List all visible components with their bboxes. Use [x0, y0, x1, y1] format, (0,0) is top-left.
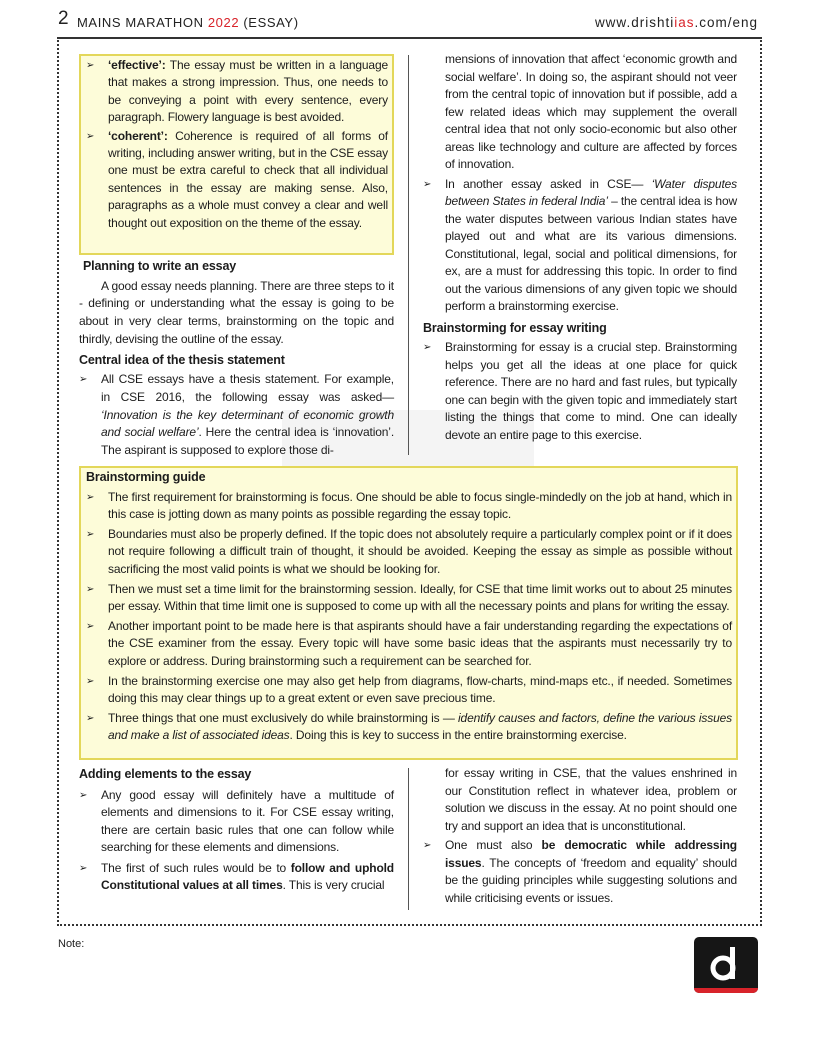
site-url[interactable]: [595, 15, 758, 30]
guide-item: [86, 673, 732, 708]
column-divider-bottom: [408, 768, 409, 910]
guide-last-italic: identify causes and factors, define the various issues and make a list of associated ideas: [108, 710, 732, 743]
water-example: ‘Water disputes between States in federal India’: [445, 176, 737, 208]
left-column-bottom: [79, 766, 394, 895]
constitution-text-a: The first of such rules would be to: [101, 860, 291, 875]
water-text-b: – the central idea is how the water disputes between various Indian states have played out and what are its various dimensions. Constitutional, legal, social and political dimensions, for ex, are a must for addressing this topic. In order to find out the various dimensions of any given topic we should perform a brainstorming exercise.: [445, 194, 737, 313]
effective-text: The essay must be written in a language that makes a strong impression. Thus, one needs to be conveying a point with every sentence, every paragraph. Flowery language is best avoided.: [108, 58, 388, 125]
series-name: MAINS MARATHON: [77, 15, 204, 30]
brainstorming-guide: [86, 469, 732, 745]
effective-point: [86, 57, 388, 127]
central-idea-text-b: . Here the central idea is ‘innovation’. The aspirant is supposed to explore those di-: [101, 425, 395, 458]
right-column-bottom: [423, 765, 737, 907]
drishti-logo-icon: [694, 937, 758, 993]
brainstorming-heading: Brainstorming for essay writing: [423, 320, 607, 335]
adding-elements-heading: Adding elements to the essay: [79, 767, 252, 781]
central-idea-example: ‘Innovation is the key determinant of economic growth and social welfare’: [101, 407, 394, 440]
central-idea-text-a: All CSE essays have a thesis statement. For example, in CSE 2016, the following essay was asked—: [101, 372, 394, 404]
elements-point: [79, 787, 394, 857]
coherent-label: ‘coherent’:: [108, 128, 168, 143]
guide-item-text: In the brainstorming exercise one may also get help from diagrams, flow-charts, mind-maps etc., if needed. Sometimes doing this may clear things up to a great extent or even save precious time.: [108, 673, 732, 706]
guide-item: [86, 581, 732, 616]
guide-last-a: Three things that one must exclusively do while brainstorming is —: [108, 710, 459, 725]
guide-last-b: . Doing this is key to success in the entire brainstorming exercise.: [289, 728, 627, 743]
brainstorming-point: [423, 339, 737, 444]
water-text-a: In another essay asked in CSE—: [445, 176, 652, 191]
series-subject: (ESSAY): [243, 15, 299, 30]
guide-item-text: Then we must set a time limit for the brainstorming session. Ideally, for CSE that time limit works out to about 25 minutes per essay. Within that time limit one is supposed to come up with all the necessary points and plans for writing the essay.: [108, 581, 732, 614]
header-rule: [57, 37, 762, 39]
definitions-list: [86, 57, 388, 232]
site-url-highlight: ias: [674, 15, 695, 30]
brainstorming-text: Brainstorming for essay is a crucial step. Brainstorming helps you get all the ideas at one place for quick reference. There are no hard and fast rules, but typically one can begin with the given topic and immediately start listing the things that come to mind. One can ideally devote an entire page to this exercise.: [445, 340, 737, 442]
column-divider-top: [408, 55, 409, 455]
constitution-bold: follow and uphold Constitutional values at all times: [101, 860, 394, 892]
left-column-top: [79, 258, 394, 460]
constitution-text-c: . This is very crucial: [282, 878, 385, 892]
page-number: 2: [58, 8, 69, 29]
site-url-prefix: www.drishti: [594, 15, 675, 30]
guide-item-last: [86, 710, 732, 745]
planning-heading: Planning to write an essay: [83, 259, 237, 273]
guide-item-text: Boundaries must also be properly defined. If the topic does not absolutely require a particularly complex point or if it does not require following a difficult train of thought, it should be avoided. Keeping the essay as simple as possible without sacrificing the most valid points is what we should be looking for.: [108, 526, 732, 576]
guide-item: [86, 526, 732, 579]
guide-title: Brainstorming guide: [86, 470, 206, 484]
guide-item-text: The first requirement for brainstorming is focus. One should be able to focus single-mindedly on the job at hand, which in this case is jotting down as many points as possible regarding the essay topic.: [108, 489, 732, 522]
right-column-top: [423, 51, 737, 444]
note-label: Note:: [58, 938, 85, 950]
central-idea-heading: Central idea of the thesis statement: [79, 352, 285, 367]
page-header: [58, 8, 760, 37]
coherent-text: Coherence is required of all forms of writing, including answer writing, but in the CSE essay one must be extra careful to check that all individual sentences in the essay are making sense. Also, paragraphs as a whole must convey a clear and well thought out exposition on the theme of the essay.: [108, 128, 388, 230]
site-url-suffix: .com/eng: [694, 15, 758, 30]
effective-label: ‘effective’:: [108, 58, 166, 72]
coherent-point: [86, 128, 388, 232]
guide-item: [86, 489, 732, 524]
guide-item: [86, 618, 732, 671]
series-title: [77, 15, 299, 30]
innovation-continued: mensions of innovation that affect ‘economic growth and social welfare’. In doing so, the aspirant should not veer from the central topic of innovation but if possible, add a few related ideas which may supplement the overall central idea that not only socio-economic but also other areas like technology and culture are affected by forces of innovation.: [445, 52, 737, 171]
democratic-text-c: . The concepts of ‘freedom and equality’ should be the guiding principles while suggesting solutions and while criticising events or issues.: [445, 855, 737, 905]
central-idea-point: [79, 371, 394, 460]
guide-item-text: Another important point to be made here is that aspirants should have a fair understanding regarding the expectations of the CSE examiner from the essay. Every topic will have some basic ideas that the aspirants must necessarily try to explore or address. During brainstorming such a requirement can be searched for.: [108, 618, 732, 668]
democratic-text-a: One must also: [445, 838, 542, 852]
constitution-continued: for essay writing in CSE, that the values enshrined in our Constitution reflect in whatever idea, problem or solution we discuss in the essay. At no point should one try and support an idea that is unconstitutional.: [445, 766, 737, 833]
drishti-logo: [694, 937, 758, 993]
water-disputes-point: [423, 176, 737, 316]
constitution-point: [79, 860, 394, 895]
democratic-point: [423, 837, 737, 907]
planning-paragraph: A good essay needs planning. There are three steps to it - defining or understanding what the essay is going to be about in very clear terms, brainstorming on the topic and thirdly, devising the outline of the essay.: [79, 278, 394, 346]
series-year: 2022: [207, 15, 240, 30]
democratic-bold: be democratic while addressing issues: [445, 838, 737, 870]
elements-text: Any good essay will definitely have a multitude of elements and dimensions to it. For CSE essay writing, there are certain basic rules that one can follow while searching for these elements and dimensions.: [101, 787, 394, 854]
